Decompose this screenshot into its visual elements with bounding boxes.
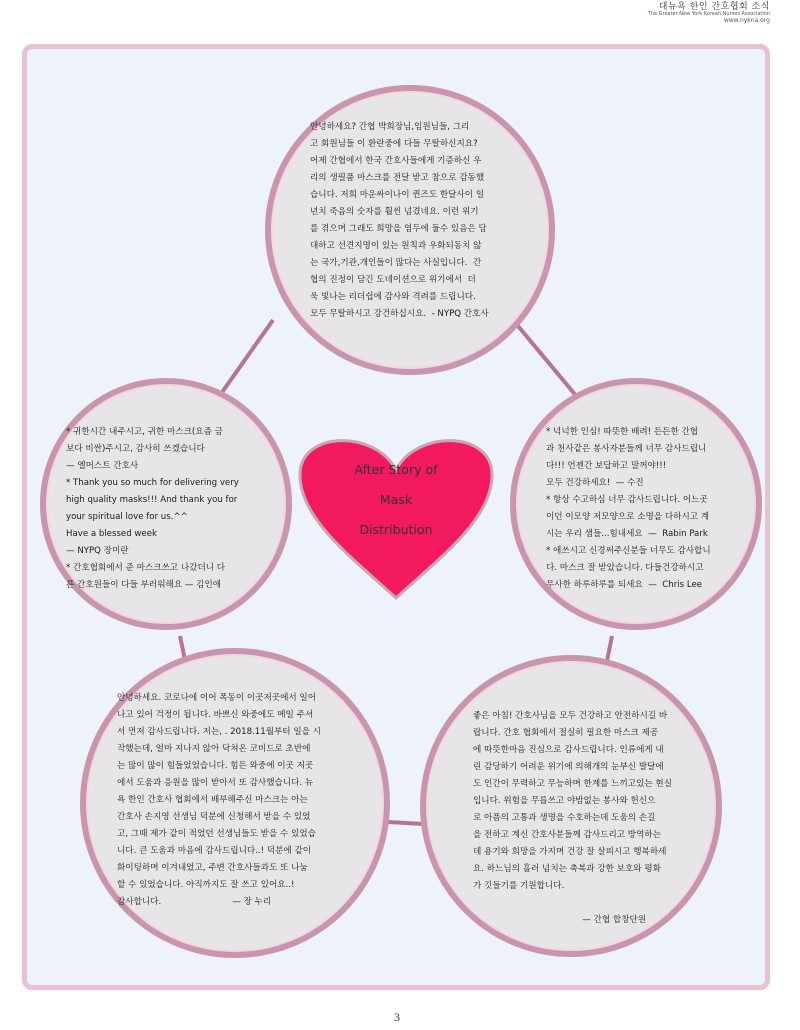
text-line: 좋은 아침! 간호사님을 모두 건강하고 안전하시길 바 — [473, 711, 668, 721]
text-line: 어제 간협에서 한국 간호사들에게 기증하신 우 — [310, 156, 482, 166]
text-line: * 귀한시간 내주시고, 귀한 마스크(요즘 금 — [66, 427, 223, 437]
text-line: 할 수 있었습니다. 아직까지도 잘 쓰고 있어요..! — [117, 880, 295, 890]
text-line: 서 먼저 감사드립니다. 저는, . 2018.11월부터 일을 시 — [117, 727, 321, 737]
text-line: 욱 빛나는 리더쉽에 감사와 격려를 드립니다. — [310, 292, 476, 302]
text-line: 감사합니다. — 장 누리 — [117, 897, 272, 907]
heart-line-2: Mask — [379, 492, 413, 507]
text-line: 시는 우리 샘들...힘내세요 — Rabin Park — [546, 529, 708, 539]
text-line: 데 용기와 희망을 가지며 건강 잘 살피시고 행복하세 — [473, 847, 667, 857]
text-line: 욕 한인 간호사 협회에서 배부해주신 마스크는 아는 — [117, 795, 308, 805]
text-line: 요. 하느님의 흘러 넘치는 축복과 강한 보호와 평화 — [473, 864, 661, 874]
text-line: 보다 비싼)주시고, 감사히 쓰겠습니다 — [66, 444, 205, 454]
circle-bottom-right-text — [473, 708, 672, 929]
text-line: 대하고 선견지명이 있는 원칙과 우화되동치 않 — [310, 241, 482, 251]
text-line: 협의 진정이 담긴 도네이션으로 위기에서 더 — [310, 275, 476, 285]
text-line: 이던 이모양 저모양으로 소명을 다하시고 계 — [546, 512, 710, 522]
text-line: 을 전하고 계신 간호사분들께 감사드리고 방역하는 — [473, 830, 661, 840]
text-line: 습니다. 저희 마운싸이나이 퀸즈도 한달사이 일 — [310, 190, 485, 200]
text-line: 에 따뜻한마음 진심으로 감사드립니다. 인류에게 내 — [473, 745, 664, 755]
text-line: * 항상 수고하심 너무 감사드립니다. 어느곳 — [546, 495, 708, 505]
text-line: 나고 있어 걱정이 됩니다. 바쁘신 와중에도 메일 주셔 — [117, 710, 314, 720]
text-line: — 간협 합창단원 — [473, 915, 647, 925]
text-line: your spiritual love for us.^^ — [66, 512, 188, 522]
text-line: 년치 죽음의 숫자를 훨씬 넘겼네요. 이런 위기 — [310, 207, 479, 217]
newsletter-subtitle: The Greater New York Korean Nurses Association — [647, 11, 770, 18]
text-line: 가 깃들기를 기원합니다. — [473, 881, 565, 891]
text-line: — 엘머스트 간호사 — [66, 461, 139, 471]
text-line: 다. 마스크 잘 받았습니다. 다들건강하시고 — [546, 563, 704, 573]
text-line: * 넉넉한 인심! 따뜻한 배려! 든든한 간협 — [546, 427, 699, 437]
text-line: 는 많이 많이 힘들었었습니다. 힘든 와중에 이곳 저곳 — [117, 761, 314, 771]
text-line: 작했는데, 얼마 지나지 않아 닥쳐온 코비드로 초반에 — [117, 744, 311, 754]
text-line: * 애쓰시고 신경써주신분들 너무도 감사합니 — [546, 546, 711, 556]
text-line: — NYPQ 장미란 — [66, 546, 129, 556]
text-line: 화이팅하며 이겨내었고, 주변 간호사들과도 또 나눔 — [117, 863, 308, 873]
text-line: 른 간호원들이 다들 부러워해요 — 김인애 — [66, 580, 222, 590]
text-line: 는 국가,기관,개인들이 많다는 사실입니다. 간 — [310, 258, 482, 268]
text-line: * 간호협회에서 준 마스크쓰고 나갔더니 다 — [66, 563, 226, 573]
text-line: 안녕하세요? 간협 박희장님,임원님들, 그리 — [310, 122, 470, 132]
text-line: 랍니다. 간호 협회에서 절실히 필요한 마스크 제공 — [473, 728, 659, 738]
text-line — [473, 895, 672, 912]
text-line: 도 인간이 무력하고 무능하며 한계를 느끼고있는 현실 — [473, 779, 673, 789]
text-line: 니다. 큰 도움과 마음에 감사드립니다..! 덕분에 같이 — [117, 846, 312, 856]
text-line: high quality masks!!! And thank you for — [66, 495, 238, 505]
text-line: 간호사 손지영 선생님 덕분에 신청해서 받을 수 있었 — [117, 812, 311, 822]
text-line: 모두 무탈하시고 강건하십시요. - NYPQ 간호사 — [310, 309, 489, 319]
text-line: 리의 생필품 마스크를 전달 받고 참으로 감동했 — [310, 173, 485, 183]
text-line: 다!!! 언젠간 보답하고 말꺼야!!! — [546, 461, 667, 471]
circle-bottom-left-text — [117, 690, 321, 911]
text-line: 과 천사같은 봉사자분들께 너무 감사드립니 — [546, 444, 707, 454]
heart-line-3: Distribution — [359, 522, 433, 537]
text-line: 고, 그때 제가 같이 적었던 선생님들도 받을 수 있었습 — [117, 829, 316, 839]
circle-right-text — [546, 424, 711, 594]
circle-top-text — [310, 119, 489, 323]
text-line: 안녕하세요. 코로나에 이어 폭동이 이곳저곳에서 일어 — [117, 693, 317, 703]
text-line: 입니다. 위험을 무릅쓰고 야밤없는 봉사와 헌신으 — [473, 796, 656, 806]
text-line: 고 회원님들 이 환란중에 다들 무탈하신지요? — [310, 139, 478, 149]
text-line: 를 겪으며 그래도 희망을 염두에 둘수 있음은 담 — [310, 224, 487, 234]
text-line: 무사한 하루하루를 되세요 — Chris Lee — [546, 580, 703, 590]
text-line: Have a blessed week — [66, 529, 157, 539]
text-line: 로 아픔의 고통과 생명을 수호하는데 도움의 손길 — [473, 813, 656, 823]
text-line: * Thank you so much for delivering very — [66, 478, 239, 488]
page-number: 3 — [394, 1010, 400, 1024]
newsletter-title: 대뉴욕 한인 간호협회 소식 — [658, 2, 770, 12]
text-line: 린 감당하기 어려운 위기에 의해개의 눈부신 발달에 — [473, 762, 664, 772]
newsletter-url[interactable]: www.nykna.org — [723, 16, 770, 24]
heart-line-1: After Story of — [354, 462, 438, 477]
heart-caption — [300, 455, 492, 545]
text-line: 모두 건강하세요! — 수진 — [546, 478, 644, 488]
circle-left-text — [66, 424, 239, 594]
text-line: 에서 도움과 응원을 많이 받아서 또 감사했습니다. 뉴 — [117, 778, 314, 788]
